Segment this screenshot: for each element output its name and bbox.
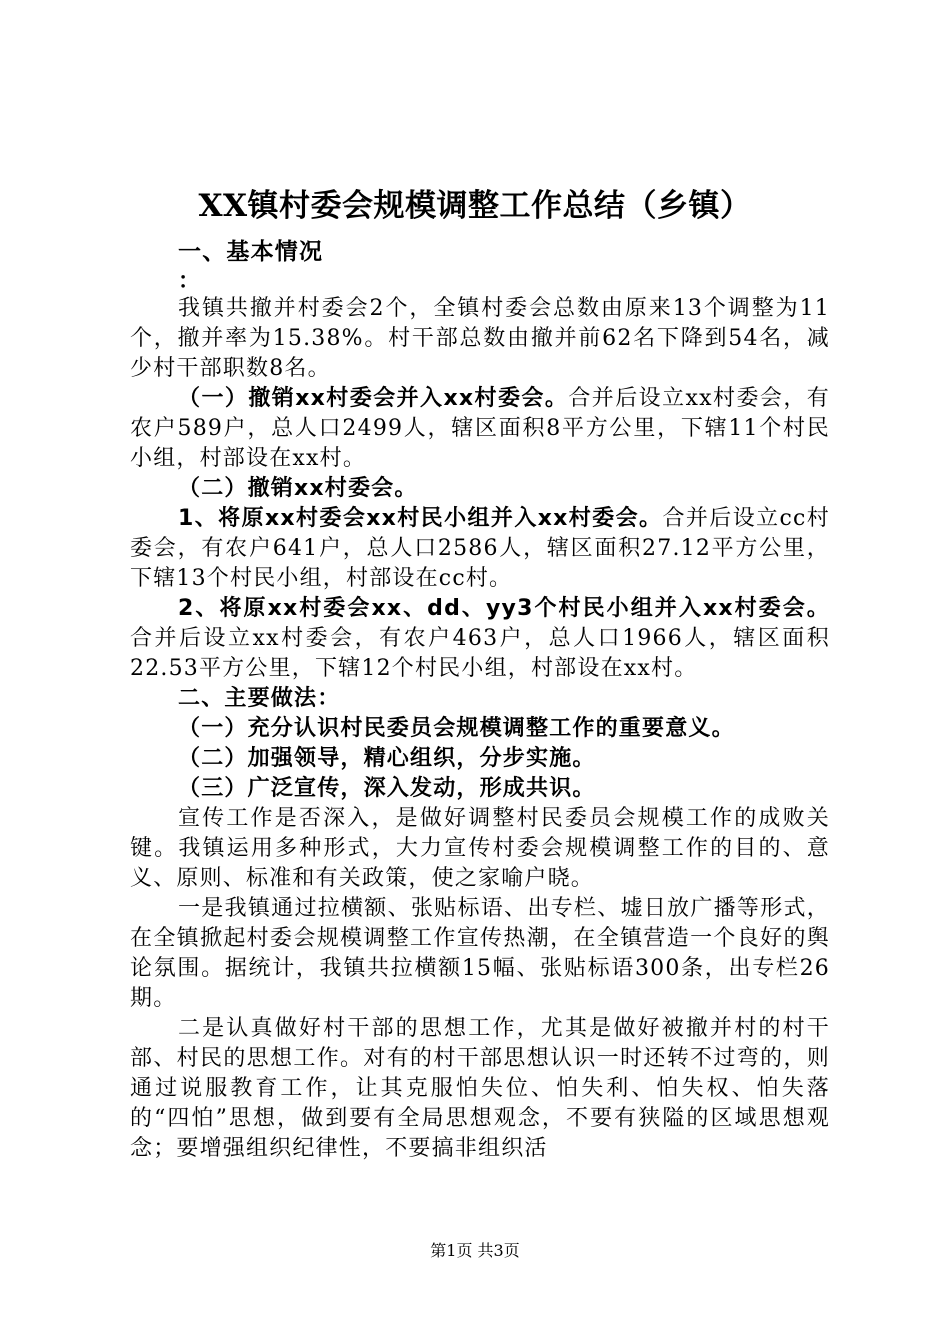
sub1-body: 合并后设立cc村委会，有农户641户，总人口2586人，辖区面积27.12平方公里，下辖13个村民小组，村部设在cc村。: [130, 506, 830, 591]
item2-heading: （二）撤销xx村委会。: [178, 476, 418, 501]
method2-heading: （二）加强领导，精心组织，分步实施。: [178, 746, 596, 771]
document-body: [130, 236, 830, 1164]
paragraph-publicity: 宣传工作是否深入，是做好调整村民委员会规模工作的成败关键。我镇运用多种形式，大力宣传村委会规模调整工作的目的、意义、原则、标准和有关政策，使之家喻户晓。: [130, 806, 830, 891]
section2-heading: 二、主要做法：: [178, 686, 341, 711]
method1-heading: （一）充分认识村民委员会规模调整工作的重要意义。: [178, 716, 735, 741]
sub2-paragraph: [130, 594, 830, 684]
sub1-paragraph: [130, 504, 830, 594]
paragraph-first: 一是我镇通过拉横额、张贴标语、出专栏、墟日放广播等形式，在全镇掀起村委会规模调整工作宣传热潮，在全镇营造一个良好的舆论氛围。据统计，我镇共拉横额15幅、张贴标语300条，出专栏26期。: [130, 896, 830, 1011]
document-title: XX镇村委会规模调整工作总结（乡镇）: [198, 188, 752, 224]
page-footer: 第1页 共3页: [430, 1241, 520, 1260]
section1-heading: 一、基本情况: [178, 239, 324, 265]
item1-body: 合并后设立xx村委会，有农户589户，总人口2499人，辖区面积8平方公里，下辖11个村民小组，村部设在xx村。: [130, 386, 830, 471]
sub2-body: 合并后设立xx村委会，有农户463户，总人口1966人，辖区面积22.53平方公里，下辖12个村民小组，村部设在xx村。: [130, 626, 830, 681]
item1-paragraph: [130, 384, 830, 474]
sub1-heading: 1、将原xx村委会xx村民小组并入xx村委会。: [178, 506, 663, 531]
paragraph-second: 二是认真做好村干部的思想工作，尤其是做好被撤并村的村干部、村民的思想工作。对有的村干部思想认识一时还转不过弯的，则通过说服教育工作，让其克服怕失位、怕失利、怕失权、怕失落的“四怕”思想，做到要有全局思想观念，不要有狭隘的区域思想观念；要增强组织纪律性，不要搞非组织活: [130, 1016, 830, 1161]
item1-heading: （一）撤销xx村委会并入xx村委会。: [178, 386, 569, 411]
sub2-heading: 2、将原xx村委会xx、dd、yy3个村民小组并入xx村委会。: [178, 596, 830, 621]
section1-colon: ：: [178, 268, 202, 294]
paragraph-overview: 我镇共撤并村委会2个，全镇村委会总数由原来13个调整为11个，撤并率为15.38%。村干部总数由撤并前62名下降到54名，减少村干部职数8名。: [130, 296, 830, 381]
method3-heading: （三）广泛宣传，深入发动，形成共识。: [178, 776, 596, 801]
